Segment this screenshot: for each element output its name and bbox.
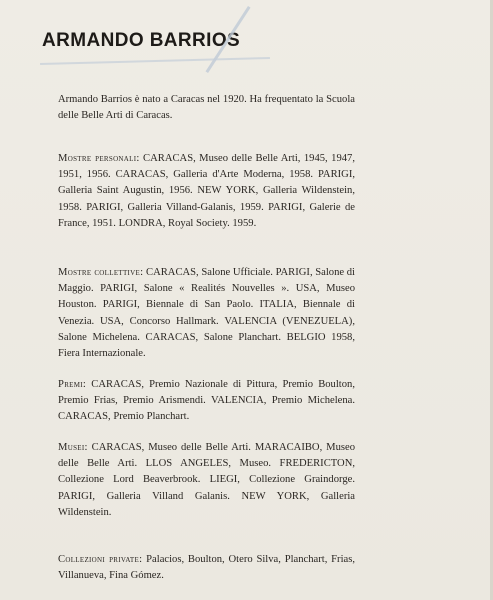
section-text: CARACAS, Salone Ufficiale. PARIGI, Salone di Maggio. PARIGI, Salone « Realités Nouvelles ». USA, Museo Houston. PARIGI, Biennale di San Paolo. ITALIA, Biennale di Venezia. USA, Concorso Hallmark. VALENCIA (VENEZUELA), Salone Michelena. CARACAS, Salone Planchart. BELGIO 1958, Fiera Internazionale. [58, 267, 355, 360]
section-premi [58, 377, 355, 426]
section-label: Mostre personali: [58, 153, 140, 164]
section-label: Collezioni private: [58, 554, 143, 565]
section-text: CARACAS, Museo delle Belle Arti, 1945, 1947, 1951, 1956. CARACAS, Galleria d'Arte Moderna, 1958. PARIGI, Galleria Saint Augustin, 1956. NEW YORK, Galleria Wildenstein, 1958. PARIGI, Galleria Villand-Galanis, 1959. PARIGI, Galerie de France, 1951. LONDRA, Royal Society. 1959. [58, 153, 355, 229]
section-text: CARACAS, Premio Nazionale di Pittura, Premio Boulton, Premio Frias, Premio Arismendi. VALENCIA, Premio Michelena. CARACAS, Premio Planchart. [58, 379, 355, 423]
section-mostre-personali [58, 151, 355, 232]
section-text: CARACAS, Museo delle Belle Arti. MARACAIBO, Museo delle Belle Arti. LLOS ANGELES, Museo. FREDERICTON, Collezione Lord Beaverbrook. LIEGI, Collezione Graindorge. PARIGI, Galleria Villand Galanis. NEW YORK, Galleria Wildenstein. [58, 442, 355, 518]
intro-paragraph: Armando Barrios è nato a Caracas nel 1920. Ha frequentato la Scuola delle Belle Arti di Caracas. [58, 94, 355, 122]
section-mostre-collettive [58, 265, 355, 362]
page-title: ARMANDO BARRIOS [42, 30, 241, 51]
section-label: Premi: [58, 379, 87, 390]
section-text: Palacios, Boulton, Otero Silva, Planchart, Frias, Villanueva, Fina Gómez. [58, 554, 355, 582]
section-musei [58, 440, 355, 521]
section-collezioni-private [58, 552, 355, 584]
section-label: Mostre collettive: [58, 267, 144, 278]
section-label: Musei: [58, 442, 88, 453]
pencil-underline [40, 57, 270, 65]
